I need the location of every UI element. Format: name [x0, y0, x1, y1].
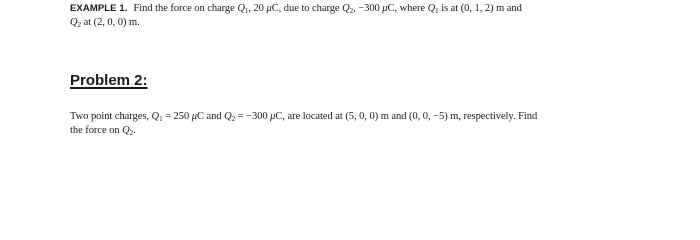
charge-subscript: 2	[231, 115, 236, 123]
charge-symbol: Q	[151, 111, 160, 122]
mu-symbol: μ	[266, 3, 272, 14]
problem-text: .	[133, 125, 136, 136]
problem-text: = −300	[235, 111, 271, 122]
example-text: is at (0, 1, 2) m and	[438, 3, 522, 14]
example-1-line-1	[70, 2, 670, 16]
charge-subscript: 2	[129, 129, 134, 137]
example-text: at (2, 0, 0) m.	[81, 17, 140, 28]
charge-subscript: 1	[159, 115, 163, 123]
example-1-line-2	[70, 16, 670, 30]
charge-subscript: 2	[77, 21, 81, 29]
charge-subscript: 2	[349, 7, 354, 15]
charge-symbol: Q	[427, 3, 436, 14]
problem-text: C, are located at (5, 0, 0) m and (0, 0, −5) m, respectively. Find	[275, 111, 538, 122]
problem-2-line-1	[70, 110, 670, 124]
problem-text: Two point charges,	[70, 111, 152, 122]
example-1-block	[70, 2, 670, 30]
mu-symbol: μ	[270, 111, 276, 122]
example-text: Find the force on charge	[133, 3, 238, 14]
example-text: , 20	[248, 3, 267, 14]
example-text: C, where	[387, 3, 428, 14]
charge-subscript: 1	[244, 7, 249, 15]
problem-2-block	[70, 110, 670, 138]
example-text: C, due to charge	[271, 3, 343, 14]
problem-text: C and	[196, 111, 225, 122]
problem-2-line-2	[70, 124, 670, 138]
charge-symbol: Q	[342, 3, 350, 14]
problem-2-heading: Problem 2:	[70, 72, 148, 89]
problem-text: the force on	[70, 125, 123, 136]
charge-symbol: Q	[237, 3, 245, 14]
charge-symbol: Q	[70, 17, 78, 28]
charge-symbol: Q	[122, 125, 130, 136]
example-label: EXAMPLE 1.	[70, 3, 128, 14]
mu-symbol: μ	[191, 111, 197, 122]
problem-text: = 250	[162, 111, 192, 122]
charge-subscript: 1	[435, 7, 439, 15]
mu-symbol: μ	[382, 3, 388, 14]
example-text: , −300	[353, 3, 383, 14]
charge-symbol: Q	[224, 111, 232, 122]
